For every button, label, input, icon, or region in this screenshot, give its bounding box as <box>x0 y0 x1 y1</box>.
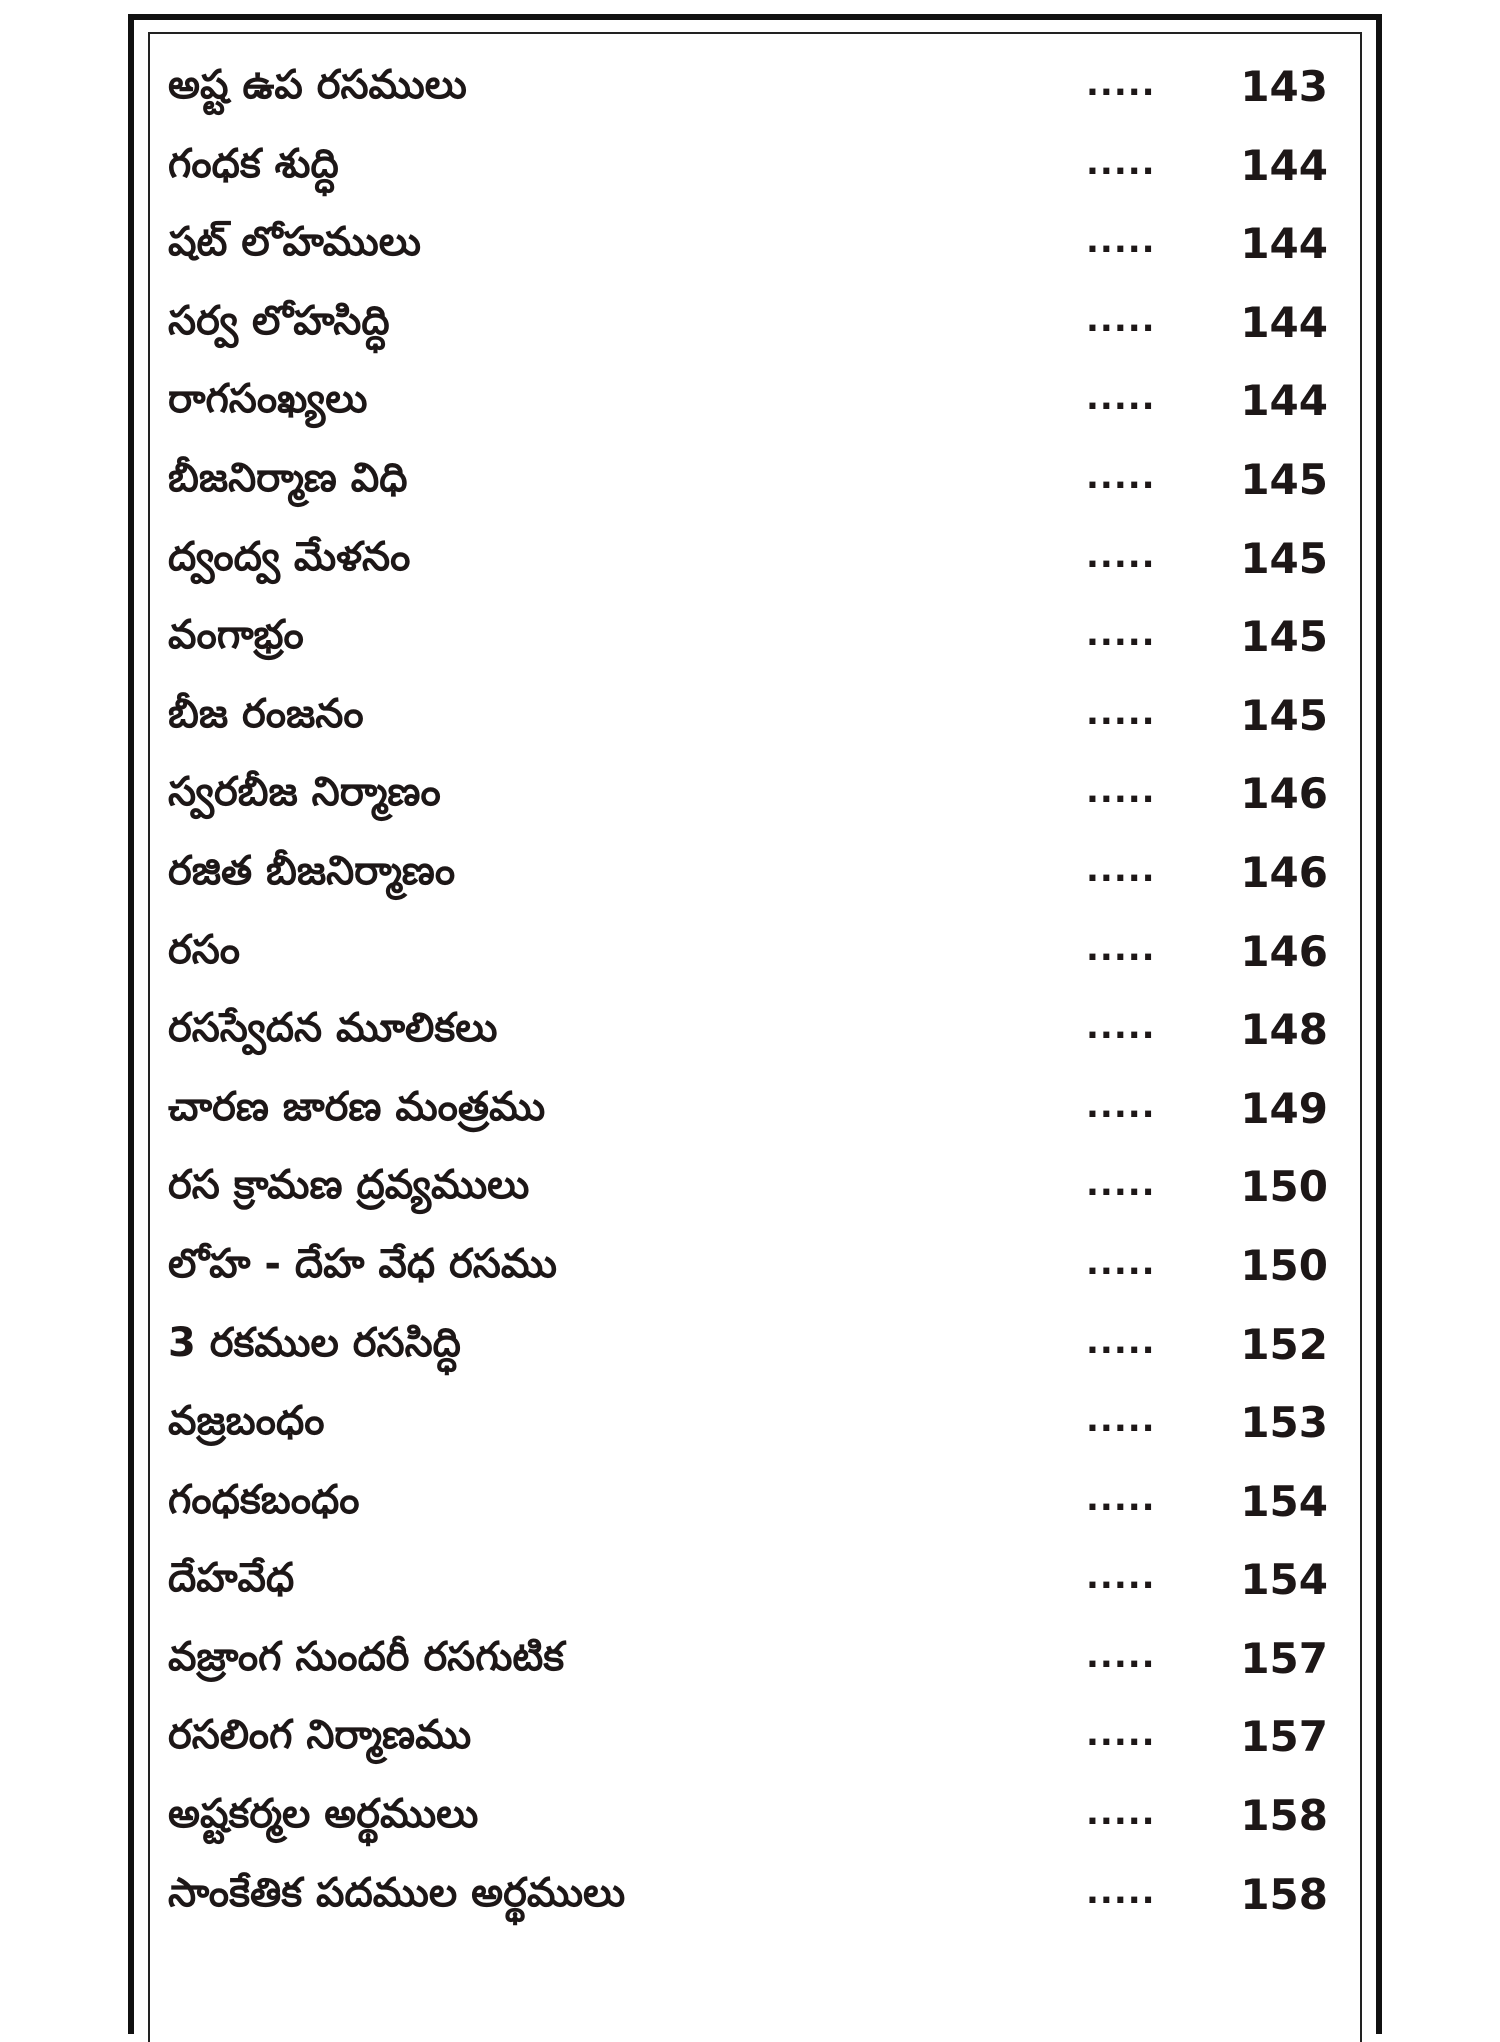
toc-entry <box>168 995 1338 1074</box>
toc-entry <box>168 917 1338 996</box>
toc-entry <box>168 1860 1338 1939</box>
toc-entry-page: 158 <box>1240 1791 1328 1841</box>
toc-entry-leader: ..... <box>1086 692 1156 733</box>
toc-entry-title: ద్వంద్వ మేళనం <box>168 533 411 580</box>
toc-entry-title: సర్వ లోహసిద్ధి <box>168 297 390 344</box>
toc-entry-title: స్వరబీజ నిర్మాణం <box>168 769 441 816</box>
toc-entry-title: రసలింగ నిర్మాణము <box>168 1712 472 1759</box>
toc-entry-title: షట్ లోహములు <box>168 219 421 266</box>
toc-entry <box>168 131 1338 210</box>
toc-entry <box>168 524 1338 603</box>
toc-entry-leader: ..... <box>1086 1007 1156 1048</box>
toc-entry <box>168 209 1338 288</box>
toc-entry <box>168 1781 1338 1860</box>
toc-entry <box>168 1702 1338 1781</box>
toc-entry-title: బీజనిర్మాణ విధి <box>168 454 408 501</box>
toc-entry-leader: ..... <box>1086 849 1156 890</box>
toc-entry-leader: ..... <box>1086 378 1156 419</box>
toc-entry-page: 157 <box>1240 1633 1328 1683</box>
toc-entry-page: 158 <box>1240 1869 1328 1919</box>
toc-entry-title: చారణ జారణ మంత్రము <box>168 1083 546 1130</box>
toc-entry-page: 145 <box>1240 533 1328 583</box>
toc-entry-leader: ..... <box>1086 1714 1156 1755</box>
toc-entry-page: 145 <box>1240 690 1328 740</box>
toc-entry <box>168 838 1338 917</box>
toc-entry-leader: ..... <box>1086 1242 1156 1283</box>
toc-entry-title: వజ్రబంధం <box>168 1398 325 1445</box>
toc-entry-title: బీజ రంజనం <box>168 690 364 737</box>
toc-entry-title: రసస్వేదన మూలికలు <box>168 1005 498 1052</box>
toc-entry-page: 146 <box>1240 769 1328 819</box>
toc-entry-leader: ..... <box>1086 535 1156 576</box>
toc-entry-page: 150 <box>1240 1240 1328 1290</box>
toc-entry-leader: ..... <box>1086 64 1156 104</box>
toc-entry-leader: ..... <box>1086 1635 1156 1676</box>
toc-entry-page: 149 <box>1240 1083 1328 1133</box>
toc-entry-title: అష్ట ఉప రసములు <box>168 62 467 108</box>
toc-entry-leader: ..... <box>1086 614 1156 655</box>
toc-entry <box>168 1310 1338 1389</box>
toc-entry-page: 153 <box>1240 1398 1328 1448</box>
toc-entry-title: రాగసంఖ్యలు <box>168 376 368 423</box>
toc-entry <box>168 288 1338 367</box>
toc-entry-page: 154 <box>1240 1476 1328 1526</box>
toc-entry-page: 152 <box>1240 1319 1328 1369</box>
toc-entry-title: గంధక శుద్ధి <box>168 140 339 187</box>
toc-entry-title: లోహ - దేహ వేధ రసము <box>168 1240 557 1287</box>
toc-entry-leader: ..... <box>1086 221 1156 262</box>
toc-entry-leader: ..... <box>1086 1085 1156 1126</box>
toc-entry-leader: ..... <box>1086 1321 1156 1362</box>
toc-entry-page: 150 <box>1240 1162 1328 1212</box>
toc-entry <box>168 52 1338 131</box>
toc-entry-title: రస క్రామణ ద్రవ్యములు <box>168 1162 530 1209</box>
toc-entry-leader: ..... <box>1086 1400 1156 1441</box>
toc-entry-leader: ..... <box>1086 1793 1156 1834</box>
toc-entry-title: వజ్రాంగ సుందరీ రసగుటిక <box>168 1633 565 1680</box>
toc-entry <box>168 759 1338 838</box>
toc-entry-title: రసం <box>168 926 241 973</box>
table-of-contents <box>168 52 1338 1938</box>
toc-entry-leader: ..... <box>1086 456 1156 497</box>
toc-entry <box>168 1467 1338 1546</box>
toc-entry-title: గంధకబంధం <box>168 1476 360 1523</box>
toc-entry <box>168 1152 1338 1231</box>
toc-entry <box>168 681 1338 760</box>
toc-entry-leader: ..... <box>1086 1871 1156 1912</box>
toc-entry <box>168 1231 1338 1310</box>
toc-entry-leader: ..... <box>1086 1164 1156 1205</box>
toc-entry-leader: ..... <box>1086 928 1156 969</box>
toc-entry-title: సాంకేతిక పదముల అర్థములు <box>168 1869 626 1916</box>
toc-entry-page: 146 <box>1240 926 1328 976</box>
toc-entry <box>168 445 1338 524</box>
toc-entry <box>168 1074 1338 1153</box>
toc-entry-leader: ..... <box>1086 1557 1156 1598</box>
toc-entry-leader: ..... <box>1086 299 1156 340</box>
toc-entry-page: 144 <box>1240 219 1328 269</box>
toc-entry <box>168 1388 1338 1467</box>
toc-entry <box>168 366 1338 445</box>
toc-entry-page: 144 <box>1240 376 1328 426</box>
toc-entry <box>168 1624 1338 1703</box>
toc-entry-page: 148 <box>1240 1005 1328 1055</box>
toc-entry-page: 157 <box>1240 1712 1328 1762</box>
toc-entry-leader: ..... <box>1086 142 1156 183</box>
toc-entry-title: దేహవేధ <box>168 1555 295 1602</box>
toc-entry-page: 146 <box>1240 847 1328 897</box>
toc-entry-page: 143 <box>1240 62 1328 111</box>
toc-entry <box>168 602 1338 681</box>
toc-entry-page: 145 <box>1240 612 1328 662</box>
toc-entry-page: 144 <box>1240 140 1328 190</box>
toc-entry-title: రజిత బీజనిర్మాణం <box>168 847 456 894</box>
toc-entry <box>168 1545 1338 1624</box>
toc-entry-title: 3 రకముల రససిద్ధి <box>168 1319 461 1366</box>
toc-entry-page: 154 <box>1240 1555 1328 1605</box>
toc-entry-page: 145 <box>1240 454 1328 504</box>
toc-entry-page: 144 <box>1240 297 1328 347</box>
toc-entry-leader: ..... <box>1086 771 1156 812</box>
toc-entry-leader: ..... <box>1086 1478 1156 1519</box>
toc-entry-title: వంగాభ్రం <box>168 612 304 659</box>
toc-entry-title: అష్టకర్మల అర్థములు <box>168 1791 479 1838</box>
